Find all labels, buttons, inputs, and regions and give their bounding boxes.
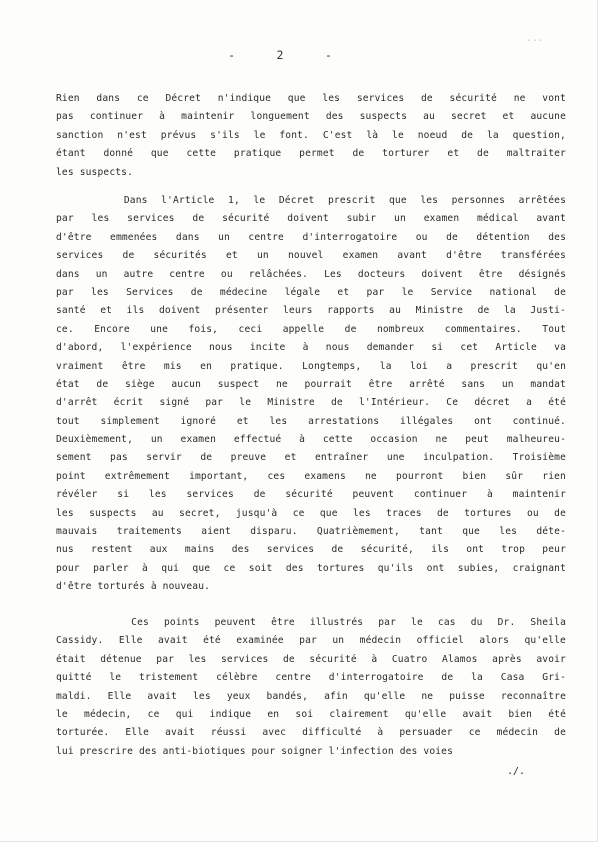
text-line: services de sécurités et un nouvel examen avant d'être transférées xyxy=(56,250,566,262)
text-line: Ces points peuvent être illustrés par le cas du Dr. Sheila xyxy=(56,617,566,628)
text-line: d'être torturés à nouveau. xyxy=(56,581,211,593)
text-line: mauvais traitements aient disparu. Quatrièmement, tant que les déte- xyxy=(56,526,566,538)
text-line: Deuxièmement, un examen effectué à cette occasion ne peut malheureu- xyxy=(56,434,566,446)
text-line: pas continuer à maintenir longuement des suspects au secret et aucune xyxy=(56,111,566,123)
text-line: pour parler à qui que ce soit des tortures qu'ils ont subies, craignant xyxy=(56,562,566,574)
text-line: Cassidy. Elle avait été examinée par un médecin officiel alors qu'elle xyxy=(56,635,566,647)
text-line: les suspects. xyxy=(56,166,134,178)
text-line: santé et ils doivent présenter leurs rapports au Ministre de la Justi- xyxy=(56,305,566,317)
text-line: d'être emmenées dans un centre d'interrogatoire ou de détention des xyxy=(56,231,566,243)
text-line: tout simplement ignoré et les arrestations illégales ont continué. xyxy=(56,415,566,427)
text-line: sanction n'est prévus s'ils le font. C'est là le noeud de la question, xyxy=(56,129,566,141)
text-line: vraiment être mis en pratique. Longtemps, la loi a prescrit qu'en xyxy=(56,360,566,372)
text-line: Rien dans ce Décret n'indique que les services de sécurité ne vont xyxy=(56,93,566,104)
text-line: les suspects au secret, jusqu'à ce que les traces de tortures ou de xyxy=(56,507,566,519)
text-line: nus restent aux mains des services de sécurité, ils ont trop peur xyxy=(56,544,566,556)
text-line: sement pas servir de preuve et entraîner une inculpation. Troisième xyxy=(56,452,566,464)
corner-handwritten-mark: ... xyxy=(527,30,545,44)
text-line: étant donné que cette pratique permet de torturer et de maltraiter xyxy=(56,148,566,160)
text-line: ce. Encore une fois, ceci appelle de nombreux commentaires. Tout xyxy=(56,323,566,335)
continuation-mark: ./. xyxy=(507,766,526,777)
text-line: d'arrêt écrit signé par le Ministre de l'Intérieur. Ce décret a été xyxy=(56,397,566,409)
paragraph-2 xyxy=(56,192,566,597)
text-line: lui prescrire des anti-biotiques pour soigner l'infection des voies xyxy=(56,745,454,757)
text-line: par les services de sécurité doivent subir un examen médical avant xyxy=(56,213,566,225)
text-line: dans un autre centre ou relâchées. Les docteurs doivent être désignés xyxy=(56,268,566,280)
text-line: le médecin, ce qui indique en soi clairement qu'elle avait bien été xyxy=(56,708,566,720)
paragraph-1 xyxy=(56,90,566,182)
text-line: quitté le tristement célèbre centre d'interrogatoire de la Casa Gri- xyxy=(56,672,566,684)
text-line: par les Services de médecine légale et par le Service national de xyxy=(56,286,566,298)
page-number: - 2 - xyxy=(228,48,332,62)
text-line: maldi. Elle avait les yeux bandés, afin qu'elle ne puisse reconnaître xyxy=(56,690,566,702)
text-line: torturée. Elle avait réussi avec difficulté à persuader ce médecin de xyxy=(56,727,566,739)
text-line: d'abord, l'expérience nous incite à nous demander si cet Article va xyxy=(56,342,566,354)
text-line: Dans l'Article 1, le Décret prescrit que les personnes arrêtées xyxy=(56,195,566,206)
text-line: point extrêmement important, ces examens ne pourront bien sûr rien xyxy=(56,470,566,482)
text-line: état de siège aucun suspect ne pourrait être arrêté sans un mandat xyxy=(56,378,566,390)
text-line: révéler si les services de sécurité peuvent continuer à maintenir xyxy=(56,489,566,501)
text-line: était détenue par les services de sécurité à Cuatro Alamos après avoir xyxy=(56,653,566,665)
paragraph-3 xyxy=(56,614,566,761)
